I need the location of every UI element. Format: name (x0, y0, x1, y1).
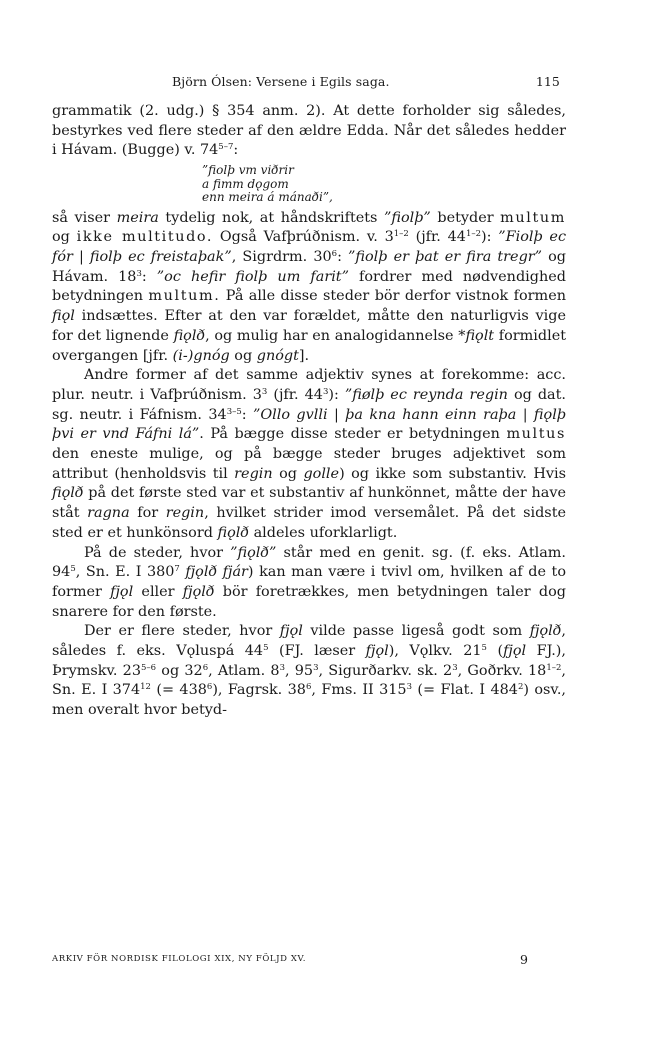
verse-line: ”fiolþ vm viðrir (202, 163, 294, 178)
superscript: 5–6 (141, 662, 157, 673)
superscript: 5 (70, 564, 76, 575)
text-run: (FJ. læser (268, 643, 366, 660)
italic-text: regin (234, 465, 273, 482)
italic-text: ”fiølþ ec reynda regin (344, 386, 508, 403)
journal-imprint: ARKIV FÖR NORDISK FILOLOGI XIX, NY FÖLJD XV. (52, 954, 307, 964)
text-run: og Hávam. 18 (52, 249, 567, 285)
superscript: 5 (263, 643, 269, 654)
italic-text: ”fiolþ er þat er fira tregr” (348, 249, 543, 266)
text-run: grammatik (2. udg.) § 354 anm. 2). At dette forholder sig således, bestyrkes ved flere steder af den ældre Edda. Når det således hedder i Hávam. (Bugge) v. 74 (52, 103, 566, 159)
italic-text: gnógt (256, 347, 299, 364)
italic-text: fiǫlð (52, 485, 84, 502)
text-run: ]. (298, 347, 310, 364)
italic-text: ”Fiolþ ec fór | fiolþ ec freistaþak” (52, 229, 567, 266)
signature-mark: 9 (520, 952, 528, 967)
text-run: Også Vafþrúðnism. v. 3 (213, 229, 394, 246)
text-run: ) og ikke som substantiv. Hvis (339, 465, 567, 482)
italic-text: fjǫl (110, 583, 134, 600)
italic-text: fiǫlð (173, 327, 206, 344)
italic-text: fjǫlð fjár (185, 564, 248, 581)
text-run: eller (133, 583, 183, 600)
text-run: (jfr. 44 (408, 229, 466, 246)
text-run: (= 438 (150, 682, 207, 699)
italic-text: fjǫl (503, 643, 527, 660)
italic-text: meira (116, 209, 159, 226)
italic-text: ”fiǫlð” (230, 544, 277, 561)
text-run: , hvilket strider imod versemålet. På det sidste sted er et hunkönsord (52, 505, 566, 541)
superscript: 7 (174, 564, 180, 575)
superscript: 3–5 (226, 406, 242, 417)
text-run: : (233, 142, 239, 159)
text-run: tydelig nok, at håndskriftets (158, 209, 384, 226)
italic-text: regin (165, 505, 205, 522)
text-run: vilde passe ligeså godt som (302, 623, 530, 640)
text-run: aldeles uforklarligt. (249, 524, 398, 541)
paragraph-5 (52, 622, 566, 721)
italic-text: golle (303, 465, 340, 482)
superscript: 3 (136, 268, 142, 279)
verse-line: a fimm dǫgom (202, 176, 289, 191)
paragraph-1 (52, 102, 566, 161)
text-run: den eneste mulige, og på bægge steder bruges adjektivet som attribut (henholdsvis til (52, 446, 566, 482)
text-run: står med en genit. sg. (f. eks. Atlam. 94 (52, 544, 566, 581)
text-run: , Sigurðarkv. sk. 2 (318, 662, 453, 679)
text-run: , Sn. E. I 380 (75, 564, 175, 581)
italic-text: fiǫlð (217, 524, 250, 541)
superscript: 3 (279, 662, 285, 673)
superscript: 1–2 (393, 229, 409, 240)
running-head (52, 74, 566, 102)
text-run: bör foretrækkes, men betydningen taler dog snarere for den første. (52, 583, 566, 620)
text-run: , Fms. II 315 (311, 682, 407, 699)
text-run: (jfr. 44 (267, 386, 323, 403)
text-run: formidlet overgangen [jfr. (52, 327, 566, 364)
italic-text: (i-)gnóg (172, 347, 230, 364)
text-run: Andre former af det samme adjektiv synes at forekomme: acc. plur. neutr. i Vafþrúðnism. 3 (52, 367, 566, 403)
text-run: og (272, 465, 304, 482)
paragraph-3 (52, 366, 566, 543)
superscript: 6 (202, 662, 209, 673)
superscript: 6 (206, 682, 213, 693)
superscript: 3 (261, 386, 268, 397)
text-run: , 95 (285, 662, 314, 679)
running-title: Björn Ólsen: Versene i Egils saga. (172, 74, 390, 89)
italic-text: ”Ollo gvlli | þa kna hann einn raþa | fiǫlþ þvi er vnd Fáfni lá” (52, 406, 567, 443)
italic-text: ”fiolþ” (384, 209, 431, 226)
spaced-text: ikke multitudo. (76, 229, 214, 246)
text-run: indsættes. Efter at den var forældet, måtte den naturligvis vige for det lignende (52, 308, 566, 344)
text-run: ): (328, 386, 345, 403)
page (52, 74, 566, 974)
text-run: På alle disse steder bör derfor vistnok formen (220, 288, 566, 305)
spaced-text: multum (500, 209, 566, 226)
text-run: ( (486, 643, 504, 660)
text-run: og 32 (156, 662, 203, 679)
verse-quote (202, 164, 566, 205)
superscript: 1–2 (546, 662, 562, 673)
italic-text: fjǫlð (529, 623, 562, 640)
page-footer (52, 954, 566, 970)
text-run: : (141, 268, 157, 285)
text-run: , og mulig har en analogidannelse (205, 327, 459, 344)
italic-text: *fiǫlt (458, 327, 495, 344)
superscript: 6 (331, 249, 338, 260)
text-run: , Goðrkv. 18 (457, 662, 547, 679)
text-run: : (337, 249, 349, 266)
superscript: 3 (313, 662, 319, 673)
text-run: ) kan man være i tvivl om, hvilken af de to former (52, 564, 566, 600)
text-run: ): (481, 229, 499, 246)
superscript: 1–2 (465, 229, 482, 240)
text-run: , Sn. E. I 374 (52, 662, 566, 699)
page-number: 115 (535, 74, 560, 89)
italic-text: fjǫlð (182, 583, 215, 600)
text-run: På de steder, hvor (84, 544, 231, 561)
superscript: 12 (140, 682, 151, 693)
text-run: på det første sted var et substantiv af hunkönnet, måtte der have ståt (52, 485, 566, 522)
spaced-text: multum. (148, 288, 221, 305)
text-run: så viser (52, 209, 117, 226)
paragraph-4 (52, 544, 566, 623)
superscript: 5 (481, 643, 487, 654)
text-run: og (229, 347, 257, 364)
text-run: , Sigrdrm. 30 (231, 249, 332, 266)
text-run: og (52, 229, 77, 246)
superscript: 3 (406, 682, 412, 693)
text-run: . På bægge disse steder er betydningen (199, 426, 507, 443)
superscript: 6 (305, 682, 312, 693)
text-run: betyder (430, 209, 501, 226)
text-run: FJ.), Þrymskv. 23 (52, 643, 566, 679)
text-run: : (241, 406, 254, 423)
text-run: , således f. eks. Vǫluspá 44 (52, 623, 566, 660)
italic-text: fjǫl (279, 623, 303, 640)
spaced-text: multus (506, 426, 566, 443)
superscript: 5–7 (218, 142, 234, 153)
superscript: 3 (322, 386, 329, 397)
text-run: Der er flere steder, hvor (84, 623, 280, 640)
verse-line: enn meira á mánaði”, (202, 190, 333, 205)
text-run: (= Flat. I 484 (412, 682, 518, 699)
text-run: ), Fagrsk. 38 (212, 682, 306, 699)
text-run: og dat. sg. neutr. i Fáfnism. 34 (52, 386, 566, 423)
italic-text: fiǫl (52, 308, 75, 325)
italic-text: ”oc hefir fiolþ um farit” (156, 268, 349, 285)
superscript: 2 (517, 682, 524, 693)
paragraph-2 (52, 209, 566, 367)
text-run: ), Vǫlkv. 21 (388, 643, 482, 660)
text-run: ) osv., men overalt hvor betyd- (52, 682, 566, 719)
superscript: 3 (452, 662, 458, 673)
text-run: , Atlam. 8 (208, 662, 280, 679)
text-run: for (129, 505, 166, 522)
body-text (52, 102, 566, 721)
italic-text: ragna (87, 505, 130, 522)
text-run: fordrer med nødvendighed betydningen (52, 268, 566, 305)
italic-text: fjǫl (365, 643, 389, 660)
